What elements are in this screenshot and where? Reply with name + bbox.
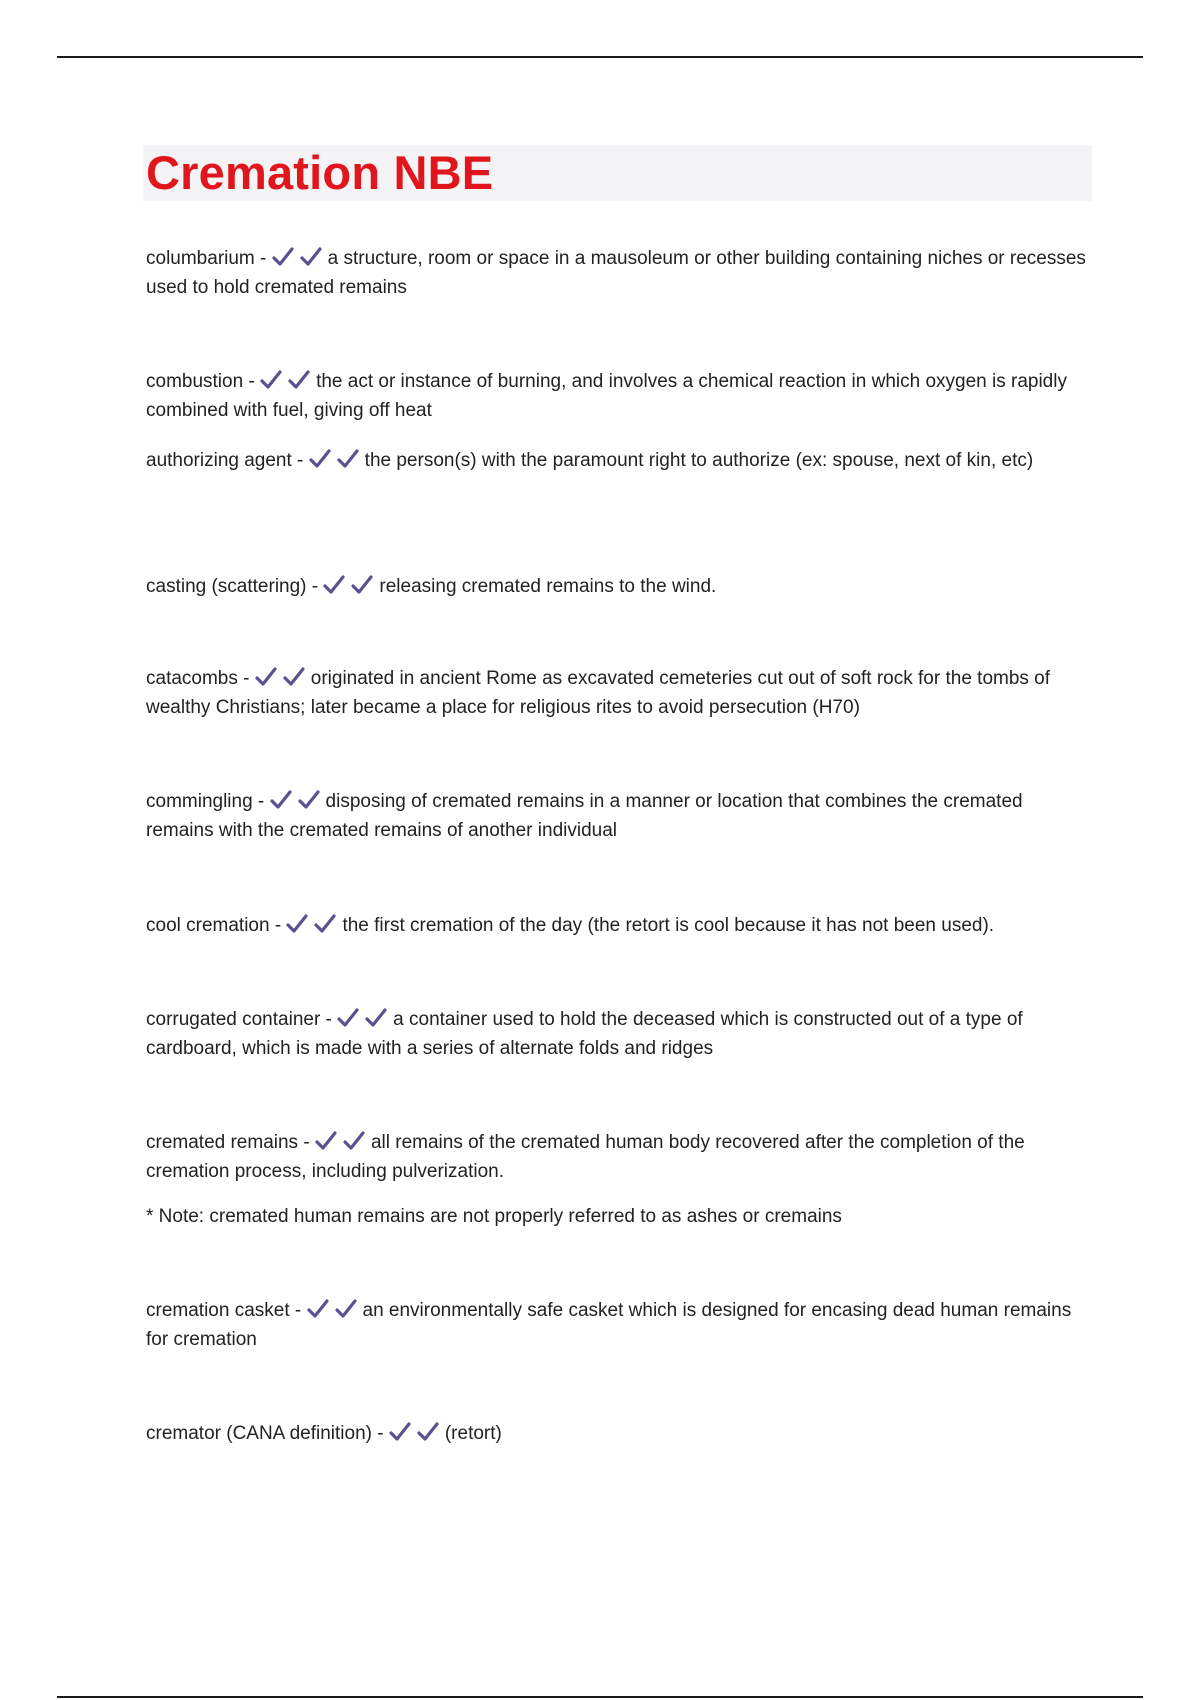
entry-term: cool cremation - xyxy=(146,915,282,936)
glossary-entry xyxy=(146,572,1091,601)
entry-definition: the first cremation of the day (the retort is cool because it has not been used). xyxy=(342,915,995,936)
check-mark-icon xyxy=(270,790,292,810)
entry-term: cremator (CANA definition) - xyxy=(146,1423,384,1444)
check-mark-icon xyxy=(283,667,305,687)
check-mark-icon xyxy=(286,914,308,934)
check-mark-icon xyxy=(272,247,294,267)
glossary-entry xyxy=(146,244,1091,302)
entry-definition: the person(s) with the paramount right to authorize (ex: spouse, next of kin, etc) xyxy=(364,450,1034,471)
entry-term: corrugated container - xyxy=(146,1009,332,1030)
glossary-entry xyxy=(146,1296,1091,1354)
entry-definition: all remains of the cremated human body recovered after the completion of the cremation process, including pulverization. xyxy=(146,1132,1025,1182)
entry-definition: originated in ancient Rome as excavated cemeteries cut out of soft rock for the tombs of wealthy Christians; later became a place for religious rites to avoid persecution (H70) xyxy=(146,668,1051,718)
entry-definition: an environmentally safe casket which is designed for encasing dead human remains for cremation xyxy=(146,1300,1072,1350)
check-mark-icon xyxy=(260,370,282,390)
entry-definition: a container used to hold the deceased which is constructed out of a type of cardboard, which is made with a series of alternate folds and ridges xyxy=(146,1009,1023,1059)
entry-text xyxy=(146,1296,1091,1354)
page-title: Cremation NBE xyxy=(146,146,494,199)
check-mark-icon xyxy=(365,1008,387,1028)
check-mark-icon xyxy=(288,370,310,390)
entry-term: authorizing agent - xyxy=(146,450,304,471)
entry-text xyxy=(146,1419,1091,1448)
check-mark-icon xyxy=(351,575,373,595)
entry-text xyxy=(146,664,1091,722)
check-mark-icon xyxy=(335,1299,357,1319)
check-mark-icon xyxy=(323,575,345,595)
check-mark-icon xyxy=(343,1131,365,1151)
check-mark-icon xyxy=(255,667,277,687)
entry-note: * Note: cremated human remains are not properly referred to as ashes or cremains xyxy=(146,1206,842,1227)
entry-text xyxy=(146,244,1091,302)
entry-definition: disposing of cremated remains in a manner or location that combines the cremated remains with the cremated remains of another individual xyxy=(146,791,1023,841)
check-mark-icon xyxy=(298,790,320,810)
entry-term: catacombs - xyxy=(146,668,250,689)
entry-definition: (retort) xyxy=(444,1423,502,1444)
entry-text xyxy=(146,911,1091,940)
check-mark-icon xyxy=(309,449,331,469)
glossary-entry xyxy=(146,787,1091,845)
entry-term: casting (scattering) - xyxy=(146,576,319,597)
page-bottom-rule xyxy=(57,1696,1143,1698)
entry-definition: the act or instance of burning, and involves a chemical reaction in which oxygen is rapidly combined with fuel, giving off heat xyxy=(146,371,1067,421)
glossary-entry xyxy=(146,664,1091,722)
entry-term: cremation casket - xyxy=(146,1300,302,1321)
check-mark-icon xyxy=(337,1008,359,1028)
glossary-entry xyxy=(146,1005,1091,1063)
glossary-entry xyxy=(146,1419,1091,1448)
check-mark-icon xyxy=(389,1422,411,1442)
entry-definition: a structure, room or space in a mausoleum or other building containing niches or recesses used to hold cremated remains xyxy=(146,248,1086,298)
entry-text xyxy=(146,572,1091,601)
glossary-entry xyxy=(146,911,1091,940)
check-mark-icon xyxy=(300,247,322,267)
entry-definition: releasing cremated remains to the wind. xyxy=(379,576,717,597)
entry-term: columbarium - xyxy=(146,248,267,269)
entry-text xyxy=(146,787,1091,845)
entry-term: cremated remains - xyxy=(146,1132,310,1153)
glossary-entry xyxy=(146,367,1091,425)
page-top-rule xyxy=(57,56,1143,58)
entry-text xyxy=(146,367,1091,425)
entry-text xyxy=(146,1005,1091,1063)
entry-text xyxy=(146,1128,1091,1186)
glossary-entry xyxy=(146,1128,1091,1231)
glossary-entry xyxy=(146,446,1091,475)
entry-text xyxy=(146,446,1091,475)
check-mark-icon xyxy=(314,914,336,934)
check-mark-icon xyxy=(315,1131,337,1151)
entry-term: commingling - xyxy=(146,791,265,812)
check-mark-icon xyxy=(307,1299,329,1319)
check-mark-icon xyxy=(337,449,359,469)
entry-term: combustion - xyxy=(146,371,255,392)
check-mark-icon xyxy=(417,1422,439,1442)
